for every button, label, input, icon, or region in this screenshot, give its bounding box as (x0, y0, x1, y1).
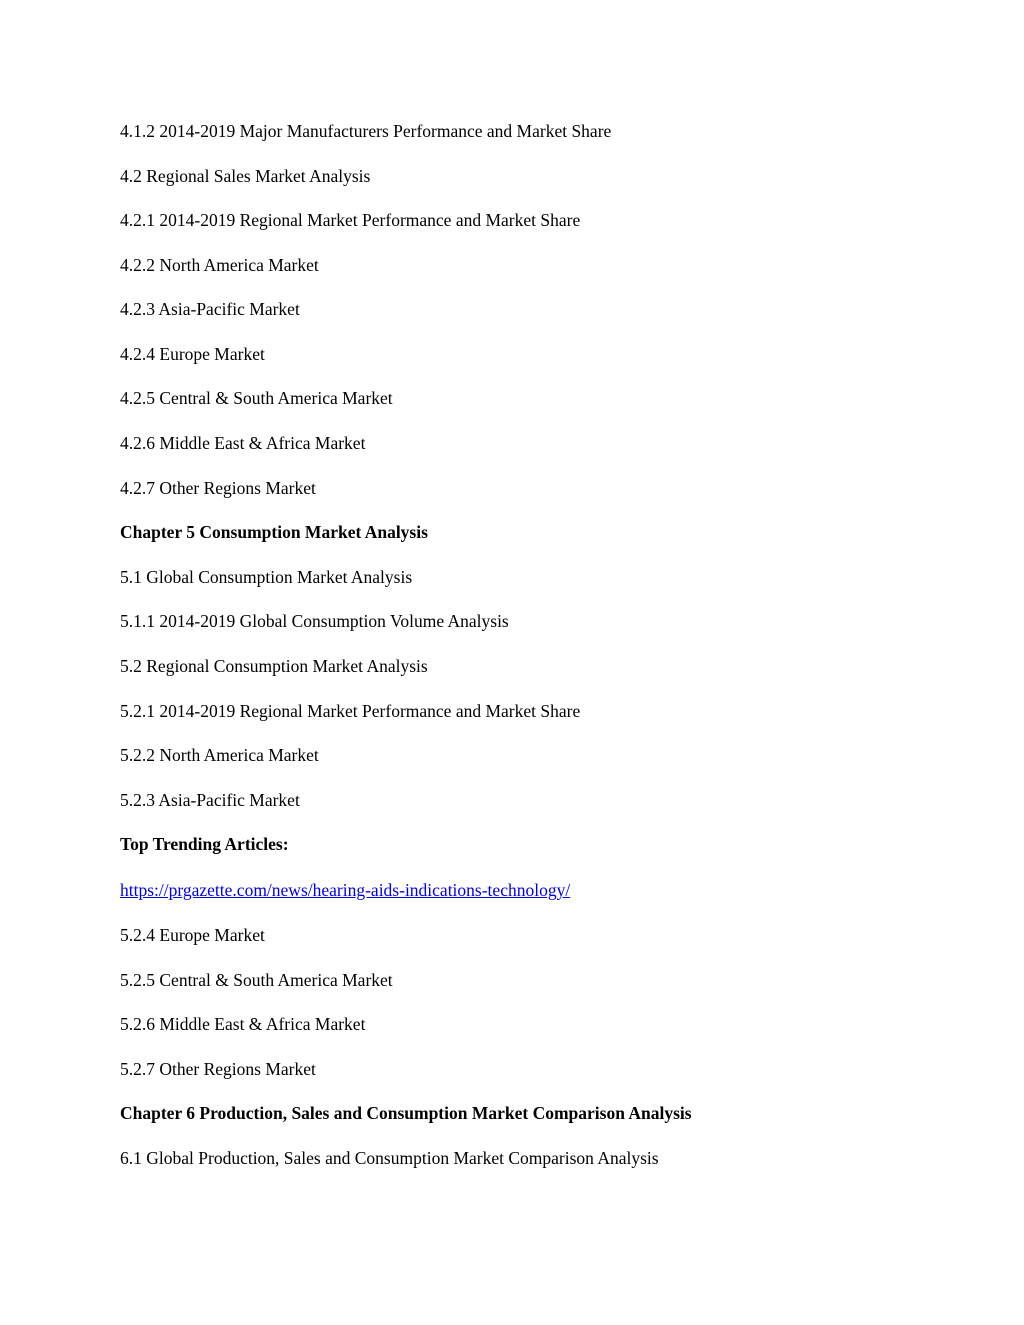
toc-entry: 4.2 Regional Sales Market Analysis (120, 166, 371, 186)
toc-entry: 4.2.2 North America Market (120, 255, 319, 275)
toc-entry: 5.2.5 Central & South America Market (120, 970, 393, 990)
toc-entry: 5.2 Regional Consumption Market Analysis (120, 656, 428, 676)
toc-entry: 5.2.1 2014-2019 Regional Market Performance and Market Share (120, 701, 581, 721)
chapter-heading: Chapter 5 Consumption Market Analysis (120, 522, 428, 542)
chapter-heading: Chapter 6 Production, Sales and Consumption Market Comparison Analysis (120, 1103, 692, 1123)
toc-entry: 5.1 Global Consumption Market Analysis (120, 567, 413, 587)
trending-article-link[interactable]: https://prgazette.com/news/hearing-aids-indications-technology/ (120, 880, 571, 900)
toc-entry: 4.2.3 Asia-Pacific Market (120, 299, 300, 319)
toc-entry: 5.1.1 2014-2019 Global Consumption Volume Analysis (120, 611, 509, 631)
toc-entry: 4.2.4 Europe Market (120, 344, 265, 364)
toc-entry: 5.2.7 Other Regions Market (120, 1059, 316, 1079)
toc-entry: 5.2.2 North America Market (120, 745, 319, 765)
toc-entry: 5.2.3 Asia-Pacific Market (120, 790, 300, 810)
toc-entry: 6.1 Global Production, Sales and Consumption Market Comparison Analysis (120, 1148, 659, 1168)
trending-heading: Top Trending Articles: (120, 834, 289, 854)
toc-entry: 4.1.2 2014-2019 Major Manufacturers Performance and Market Share (120, 121, 612, 141)
toc-entry: 4.2.5 Central & South America Market (120, 388, 393, 408)
toc-entry: 5.2.4 Europe Market (120, 925, 265, 945)
toc-entry: 4.2.1 2014-2019 Regional Market Performance and Market Share (120, 210, 581, 230)
toc-entry: 4.2.6 Middle East & Africa Market (120, 433, 366, 453)
toc-entry: 5.2.6 Middle East & Africa Market (120, 1014, 366, 1034)
toc-entry: 4.2.7 Other Regions Market (120, 478, 316, 498)
